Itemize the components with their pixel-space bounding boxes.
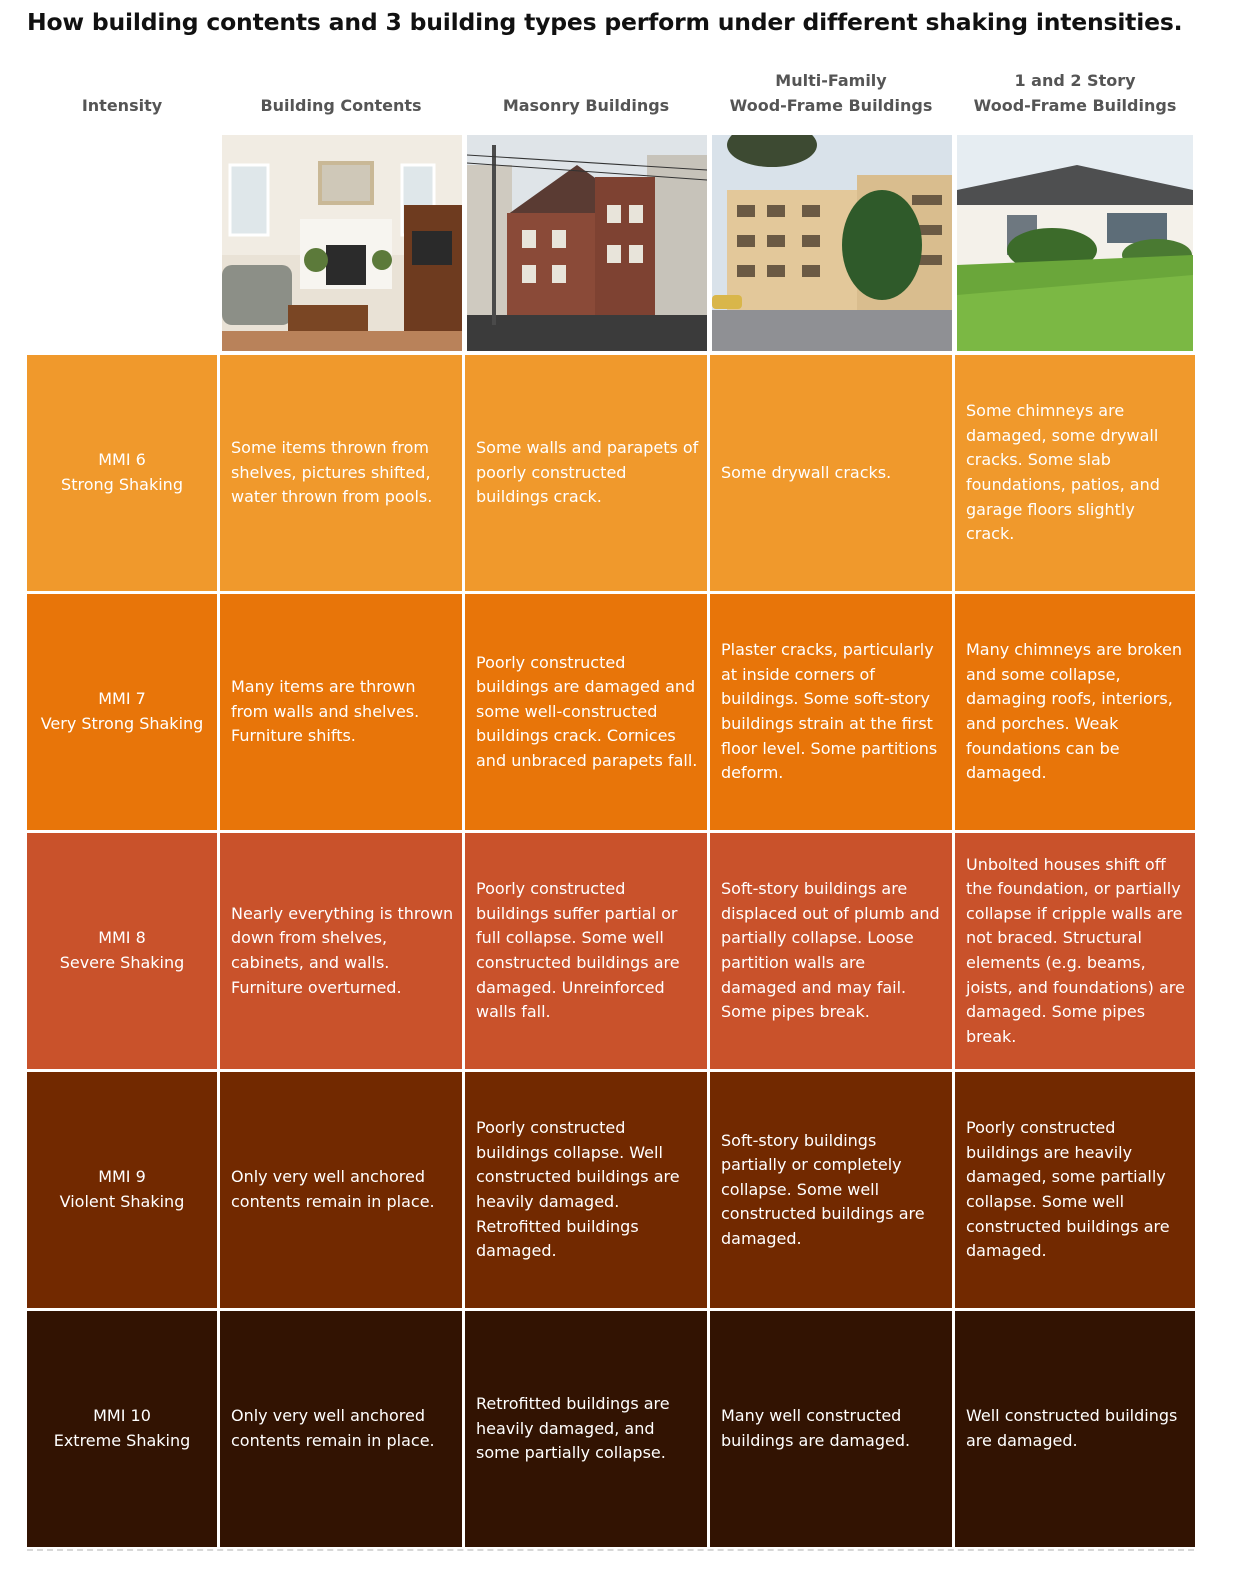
intensity-level: MMI 7 — [98, 689, 146, 709]
header-masonry-label: Masonry Buildings — [502, 96, 670, 115]
masonry-building-photo — [467, 135, 707, 351]
cell-mmi8-masonry — [465, 833, 707, 1069]
intensity-cell-mmi6 — [27, 355, 217, 591]
intensity-label: Violent Shaking — [59, 1192, 185, 1211]
cell-text: Some chimneys are damaged, some drywall cracks. Some slab foundations, patios, and garage floors slightly crack. — [966, 401, 1160, 544]
header-building-contents-label: Building Contents — [260, 96, 422, 115]
intensity-level: MMI 6 — [98, 450, 146, 470]
cell-text: Retrofitted buildings are heavily damaged, and some partially collapse. — [476, 1394, 670, 1463]
cell-text: Nearly everything is thrown down from shelves, cabinets, and walls. Furniture overturned. — [231, 903, 454, 997]
header-single-family-line1: 1 and 2 Story — [1014, 71, 1136, 90]
intensity-level: MMI 9 — [98, 1167, 146, 1187]
cell-text: Only very well anchored contents remain in place. — [231, 1406, 435, 1450]
cell-text: Soft-story buildings partially or completely collapse. Some well constructed buildings are damaged. — [721, 1130, 925, 1248]
intensity-label: Extreme Shaking — [53, 1431, 191, 1450]
cell-mmi9-contents — [220, 1072, 462, 1308]
cell-mmi10-masonry — [465, 1311, 707, 1547]
multi-family-building-photo — [712, 135, 952, 351]
cell-mmi8-multifamily — [710, 833, 952, 1069]
cell-mmi6-masonry — [465, 355, 707, 591]
cell-mmi8-contents — [220, 833, 462, 1069]
cell-mmi10-single — [955, 1311, 1195, 1547]
cell-text: Soft-story buildings are displaced out of plumb and partially collapse. Loose partition walls are damaged and may fail. Some pipes break. — [721, 879, 940, 1022]
intensity-label: Severe Shaking — [59, 953, 185, 972]
bottom-divider — [27, 1549, 1194, 1551]
intensity-cell-mmi10 — [27, 1311, 217, 1547]
header-multi-family-line2: Wood-Frame Buildings — [729, 96, 933, 115]
cell-mmi10-multifamily — [710, 1311, 952, 1547]
house-lawn-photo — [957, 135, 1193, 351]
cell-mmi6-contents — [220, 355, 462, 591]
cell-text: Many well constructed buildings are damaged. — [721, 1406, 911, 1450]
cell-mmi7-masonry — [465, 594, 707, 830]
cell-text: Plaster cracks, particularly at inside corners of buildings. Some soft-story buildings strain at the first floor level. Some partitions deform. — [721, 640, 938, 783]
cell-text: Unbolted houses shift off the foundation, or partially collapse if cripple walls are not braced. Structural elements (e.g. beams, joists, and foundations) are damaged. Some pipes break. — [966, 854, 1185, 1046]
header-single-family-line2: Wood-Frame Buildings — [973, 96, 1177, 115]
cell-mmi9-masonry — [465, 1072, 707, 1308]
cell-mmi10-contents — [220, 1311, 462, 1547]
intensity-label: Very Strong Shaking — [40, 714, 204, 733]
header-intensity-label: Intensity — [81, 96, 163, 115]
intensity-level: MMI 8 — [98, 928, 146, 948]
page-title: How building contents and 3 building types perform under different shaking intensities. — [27, 8, 1183, 36]
cell-text: Many chimneys are broken and some collapse, damaging roofs, interiors, and porches. Weak foundations can be damaged. — [966, 640, 1182, 783]
cell-mmi6-single — [955, 355, 1195, 591]
cell-text: Only very well anchored contents remain in place. — [231, 1167, 435, 1211]
cell-text: Well constructed buildings are damaged. — [966, 1406, 1178, 1450]
cell-text: Poorly constructed buildings are heavily damaged, some partially collapse. Some well constructed buildings are damaged. — [966, 1118, 1170, 1261]
cell-text: Some items thrown from shelves, pictures shifted, water thrown from pools. — [231, 438, 433, 507]
cell-text: Some drywall cracks. — [721, 462, 892, 482]
cell-mmi9-single — [955, 1072, 1195, 1308]
intensity-level: MMI 10 — [93, 1406, 151, 1426]
intensity-cell-mmi8 — [27, 833, 217, 1069]
cell-text: Poorly constructed buildings suffer partial or full collapse. Some well constructed buildings are damaged. Unreinforced walls fall. — [476, 879, 680, 1022]
cell-text: Some walls and parapets of poorly constructed buildings crack. — [476, 438, 699, 507]
cell-mmi7-multifamily — [710, 594, 952, 830]
cell-mmi7-contents — [220, 594, 462, 830]
intensity-label: Strong Shaking — [61, 475, 183, 494]
cell-mmi8-single — [955, 833, 1195, 1069]
header-intensity — [27, 58, 217, 118]
header-masonry-buildings — [465, 58, 707, 118]
intensity-cell-mmi9 — [27, 1072, 217, 1308]
cell-mmi9-multifamily — [710, 1072, 952, 1308]
header-building-contents — [220, 58, 462, 118]
cell-mmi7-single — [955, 594, 1195, 830]
header-multi-family-line1: Multi-Family — [775, 71, 887, 90]
header-multi-family — [710, 58, 952, 118]
cell-mmi6-multifamily — [710, 355, 952, 591]
header-single-family — [955, 58, 1195, 118]
intensity-cell-mmi7 — [27, 594, 217, 830]
cell-text: Many items are thrown from walls and shelves. Furniture shifts. — [231, 677, 420, 746]
cell-text: Poorly constructed buildings collapse. Well constructed buildings are heavily damaged. Retrofitted buildings damaged. — [476, 1118, 680, 1261]
cell-text: Poorly constructed buildings are damaged and some well-constructed buildings crack. Cornices and unbraced parapets fall. — [476, 652, 698, 770]
living-room-photo — [222, 135, 462, 351]
